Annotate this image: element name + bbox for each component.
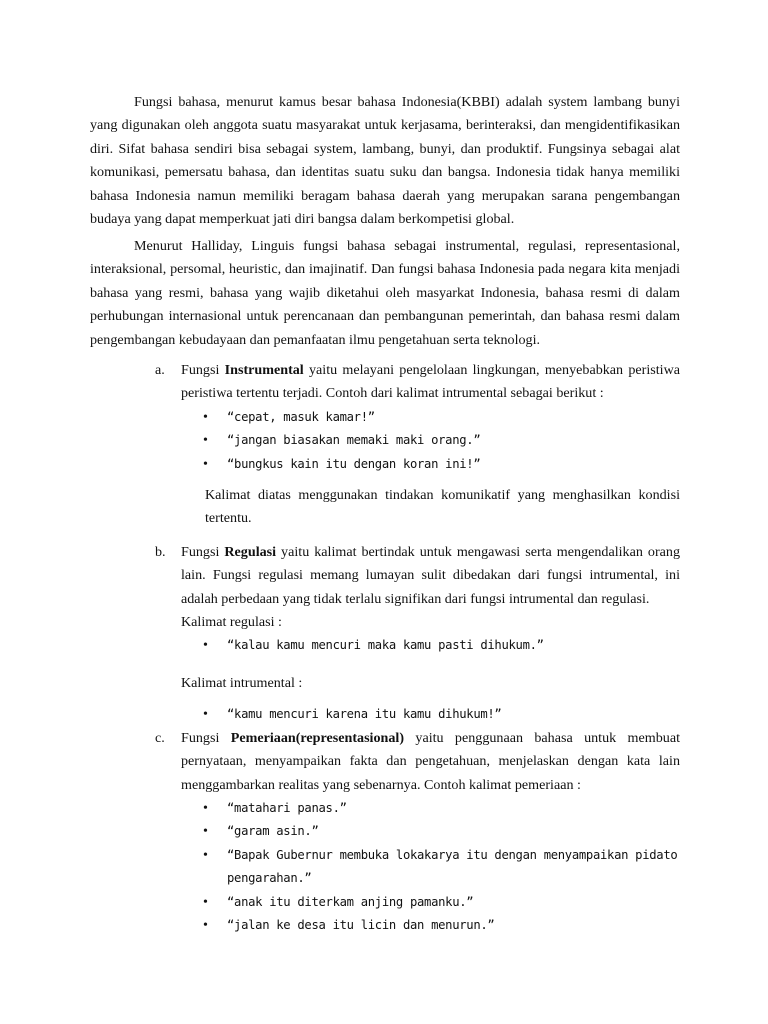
bullet-icon: • [203, 637, 208, 654]
list-item: • “Bapak Gubernur membuka lokakarya itu dengan menyampaikan pidato pengarahan.” [181, 844, 680, 891]
list-letter: c. [155, 729, 165, 746]
function-list [155, 359, 680, 937]
bullet-icon: • [203, 846, 208, 863]
bullet-icon: • [203, 706, 208, 723]
paragraph-2: Menurut Halliday, Linguis fungsi bahasa sebagai instrumental, regulasi, representasional, interaksional, persomal, heuristic, dan imajinatif. Dan fungsi bahasa Indonesia pada negara kita menjadi bahasa yang resmi, bahasa yang wajib diketahui oleh masyarkat Indonesia, bahasa resmi di dalam perhubungan internasional untuk perencanaan dan pembangunan pemerintah, dan bahasa resmi dalam pengembangan kebudayaan dan pemanfaatan ilmu pengetahuan serta teknologi. [90, 238, 680, 348]
list-item: • “cepat, masuk kamar!” [181, 406, 680, 429]
list-item: • “garam asin.” [181, 820, 680, 843]
bullet-icon: • [203, 916, 208, 933]
list-item-instrumental [155, 359, 680, 531]
list-item: • “bungkus kain itu dengan koran ini!” [181, 453, 680, 476]
example-list [181, 797, 680, 937]
list-item: • “anak itu diterkam anjing pamanku.” [181, 891, 680, 914]
bullet-icon: • [203, 893, 208, 910]
example-list [181, 406, 680, 476]
list-item-regulasi [155, 541, 680, 727]
paragraph-1: Fungsi bahasa, menurut kamus besar bahasa Indonesia(KBBI) adalah system lambang bunyi yang digunakan oleh anggota suatu masyarakat untuk kerjasama, berinteraksi, dan mengidentifikasikan diri. Sifat bahasa sendiri bisa sebagai system, lambang, bunyi, dan produktif. Fungsinya sebagai alat komunikasi, pemersatu bahasa, dan identitas suatu suku dan bangsa. Indonesia tidak hanya memiliki bahasa Indonesia namun memiliki beragam bahasa daerah yang merupakan sarana pengembangan budaya yang dapat memperkuat jati diri bangsa dalam berkompetisi global. [90, 94, 680, 228]
list-item: • “kalau kamu mencuri maka kamu pasti dihukum.” [181, 634, 680, 657]
bullet-icon: • [203, 408, 208, 425]
term-pemeriaan: Pemeriaan(representasional) [230, 729, 405, 746]
example-list [181, 703, 680, 726]
term-instrumental: Instrumental [224, 362, 304, 378]
label-intrumental: Kalimat intrumental : [181, 674, 303, 691]
item-text: Fungsi Instrumental yaitu melayani pengelolaan lingkungan, menyebabkan peristiwa peristiwa tertentu terjadi. Contoh dari kalimat intrumental sebagai berikut : [181, 362, 681, 402]
note-text: Kalimat diatas menggunakan tindakan komunikatif yang menghasilkan kondisi tertentu. [205, 487, 680, 527]
list-item: • “jangan biasakan memaki maki orang.” [181, 429, 680, 452]
item-text: Fungsi Pemeriaan(representasional) yaitu penggunaan bahasa untuk membuat pernyataan, menyampaikan fakta dan pengetahuan, menjelaskan dengan kata lain menggambarkan realitas yang sebenarnya. Contoh kalimat pemeriaan : [181, 729, 680, 793]
bullet-icon: • [203, 432, 208, 449]
term-regulasi: Regulasi [224, 543, 277, 560]
list-item: • “jalan ke desa itu licin dan menurun.” [181, 914, 680, 937]
item-text: Fungsi Regulasi yaitu kalimat bertindak untuk mengawasi serta mengendalikan orang lain. Fungsi regulasi memang lumayan sulit dibedakan dari fungsi intrumental, ini adalah perbedaan yang tidak terlalu signifikan dari fungsi intrumental dan regulasi. [181, 543, 680, 607]
list-letter: a. [155, 362, 165, 378]
bullet-icon: • [203, 799, 208, 816]
label-regulasi: Kalimat regulasi : [181, 614, 282, 631]
bullet-icon: • [203, 455, 208, 472]
bullet-icon: • [203, 823, 208, 840]
list-item: • “kamu mencuri karena itu kamu dihukum!” [181, 703, 680, 726]
list-item: • “matahari panas.” [181, 797, 680, 820]
list-letter: b. [155, 543, 166, 560]
list-item-pemeriaan [155, 727, 680, 938]
example-list [181, 634, 680, 657]
